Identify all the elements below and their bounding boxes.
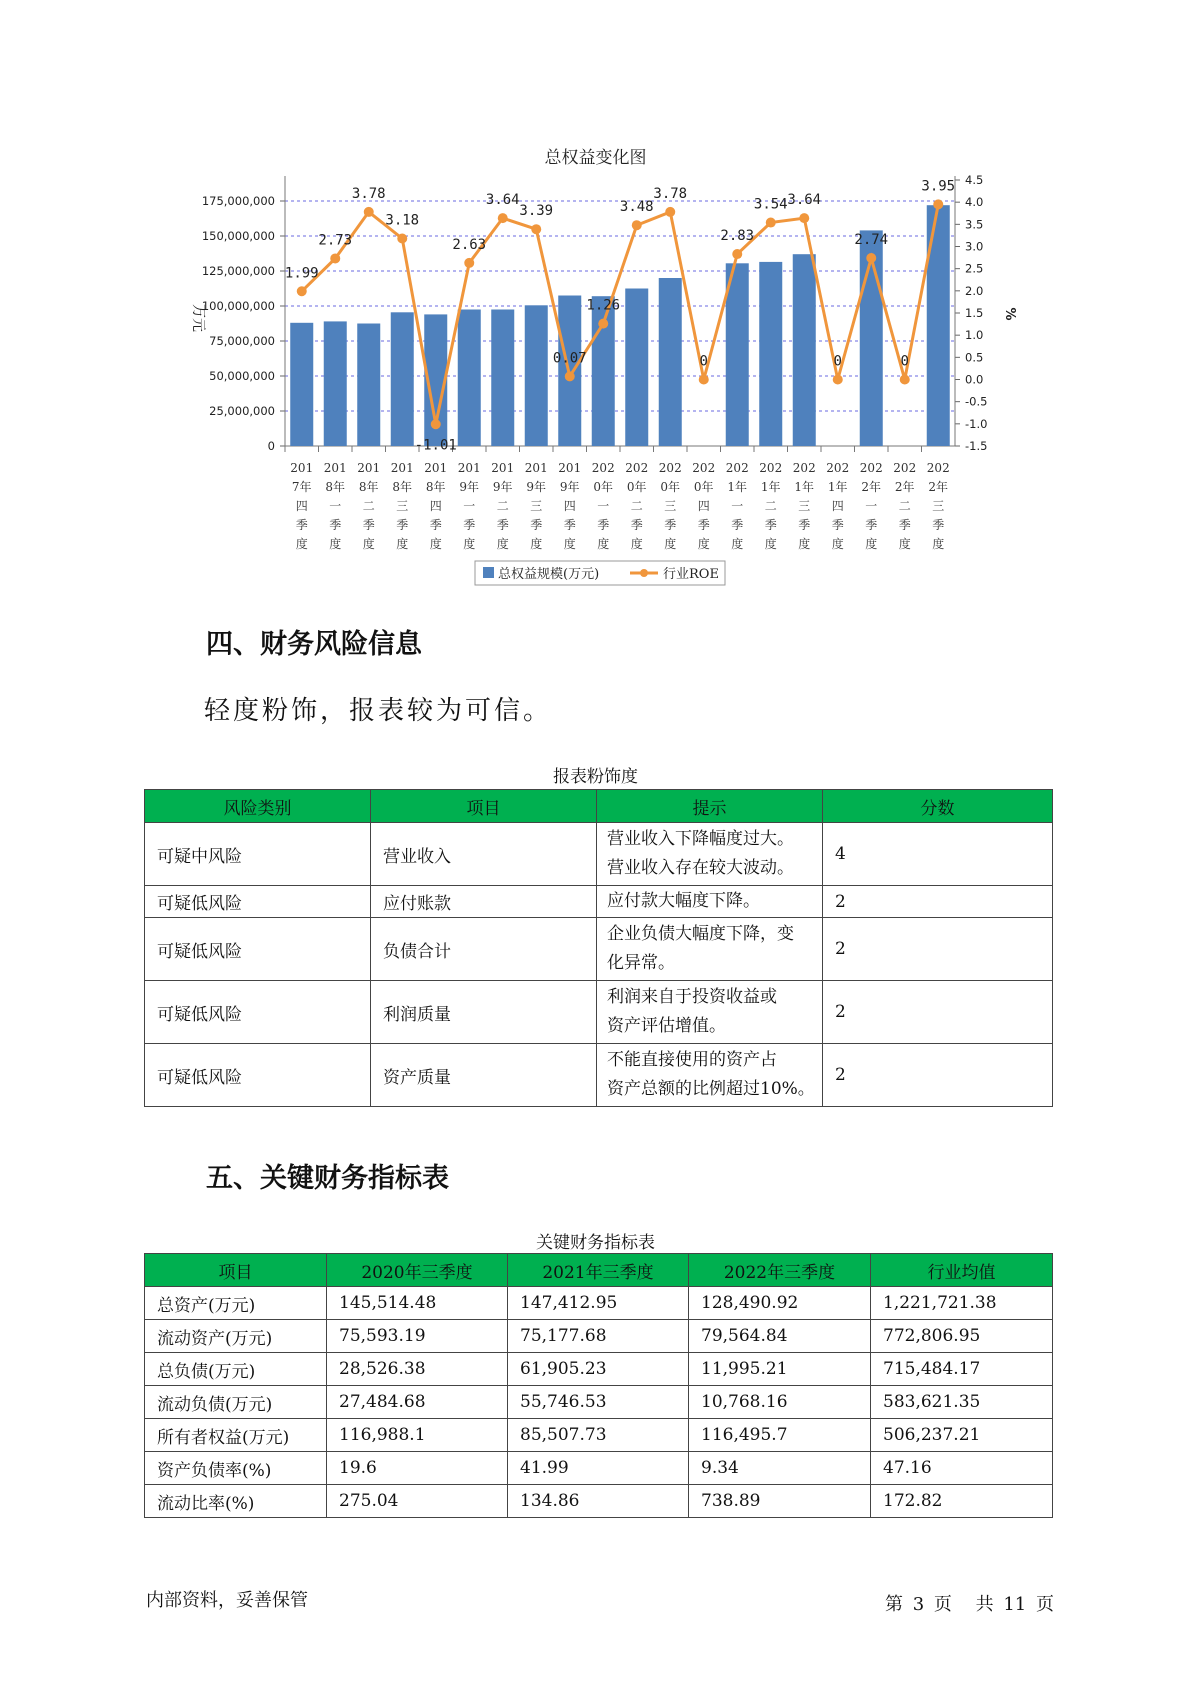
risk-hint-line: 资产总额的比例超过10%。 [607,1079,815,1099]
x-tick-label: 度 [362,537,375,551]
x-tick-label: 季 [932,518,945,532]
legend-bar-label: 总权益规模(万元) [498,567,600,582]
roe-point [565,371,575,381]
x-tick-label: 二 [764,499,777,513]
x-tick-label: 二 [898,499,911,513]
x-tick-label: 度 [664,537,677,551]
total-prefix: 共 [975,1594,994,1615]
roe-data-label: 3.18 [385,212,420,229]
y2-tick-label: 2.5 [965,261,984,276]
x-tick-label: 季 [764,518,777,532]
x-tick-label: 季 [463,518,476,532]
y2-tick-label: 1.0 [965,328,984,343]
x-tick-label: 季 [429,518,442,532]
equity-bar [759,262,782,446]
x-tick-label: 三 [530,499,543,513]
x-tick-label: 度 [329,537,342,551]
x-tick-label: 度 [697,537,710,551]
roe-data-label: 3.48 [619,199,654,216]
risk-table-row [145,981,1053,1044]
kpi-table [144,1253,1053,1518]
risk-table [144,789,1053,1107]
x-tick-label: 度 [496,537,509,551]
risk-hint-line: 化异常。 [607,953,675,973]
x-tick-label: 7年 [291,480,312,494]
x-tick-label: 季 [831,518,844,532]
risk-item-cell: 资产质量 [371,1044,597,1107]
x-tick-label: 季 [865,518,878,532]
x-tick-label: 2年 [894,480,915,494]
kpi-table-row [145,1386,1053,1419]
roe-point [665,207,675,217]
kpi-header-industry-avg: 行业均值 [871,1254,1053,1287]
equity-bar [290,323,313,446]
roe-point [732,249,742,259]
risk-category-cell: 可疑中风险 [145,823,371,886]
risk-header-hint: 提示 [597,790,823,823]
kpi-item-cell: 总负债(万元) [145,1353,327,1386]
x-tick-label: 三 [396,499,409,513]
x-tick-label: 二 [362,499,375,513]
x-tick-label: 1年 [827,480,848,494]
roe-point [933,199,943,209]
roe-data-label: 0 [699,353,708,370]
risk-table-caption: 报表粉饰度 [553,767,638,787]
y-tick-label: 175,000,000 [201,194,275,208]
risk-score-cell: 2 [823,981,1053,1044]
risk-item-cell: 负债合计 [371,918,597,981]
x-tick-label: 202 [893,461,917,475]
footer-confidential-note: 内部资料，妥善保管 [146,1590,308,1611]
kpi-industry-avg-cell: 506,237.21 [871,1419,1053,1452]
roe-point [297,286,307,296]
risk-hint-line: 不能直接使用的资产占 [607,1050,777,1070]
x-tick-label: 二 [630,499,643,513]
x-tick-label: 季 [295,518,308,532]
risk-table-row [145,1044,1053,1107]
x-tick-label: 一 [597,499,610,513]
x-tick-label: 季 [597,518,610,532]
risk-hint-line: 企业负债大幅度下降，变 [607,924,794,944]
x-tick-label: 季 [530,518,543,532]
kpi-2022q3-cell: 738.89 [689,1485,871,1518]
roe-data-label: 2.73 [318,232,353,249]
x-tick-label: 季 [396,518,409,532]
risk-hint-cell [597,823,823,886]
risk-category-cell: 可疑低风险 [145,886,371,918]
roe-data-label: 0 [900,353,909,370]
y-axis-label: 万元 [190,304,206,332]
y2-tick-label: 3.0 [965,239,984,254]
y2-tick-label: 1.5 [965,306,984,320]
kpi-2022q3-cell: 10,768.16 [689,1386,871,1419]
kpi-item-cell: 资产负债率(%) [145,1452,327,1485]
x-tick-label: 季 [329,518,342,532]
x-tick-label: 季 [496,518,509,532]
x-tick-label: 8年 [358,480,379,494]
x-tick-label: 季 [798,518,811,532]
risk-item-cell: 营业收入 [371,823,597,886]
roe-data-label: 3.64 [787,192,822,209]
x-tick-label: 2年 [928,480,949,494]
risk-table-row [145,886,1053,918]
equity-bar [525,305,548,446]
x-tick-label: 度 [597,537,610,551]
risk-hint-cell [597,981,823,1044]
risk-summary: 轻度粉饰，报表较为可信。 [204,696,553,726]
x-tick-label: 1年 [760,480,781,494]
roe-point [699,375,709,385]
y-tick-label: 0 [267,439,275,453]
risk-header-score: 分数 [823,790,1053,823]
roe-data-label: 0.07 [552,350,587,367]
x-tick-label: 度 [865,537,878,551]
roe-point [632,220,642,230]
kpi-table-row [145,1485,1053,1518]
roe-point [799,213,809,223]
x-tick-label: 度 [932,537,945,551]
kpi-item-cell: 流动资产(万元) [145,1320,327,1353]
kpi-header-2022q3: 2022年三季度 [689,1254,871,1287]
kpi-2020q3-cell: 19.6 [327,1452,508,1485]
x-tick-label: 8年 [425,480,446,494]
kpi-2020q3-cell: 116,988.1 [327,1419,508,1452]
x-tick-label: 度 [731,537,744,551]
kpi-item-cell: 总资产(万元) [145,1287,327,1320]
roe-data-label: 3.78 [653,185,688,202]
kpi-2022q3-cell: 128,490.92 [689,1287,871,1320]
kpi-industry-avg-cell: 772,806.95 [871,1320,1053,1353]
x-tick-label: 度 [831,537,844,551]
kpi-industry-avg-cell: 1,221,721.38 [871,1287,1053,1320]
kpi-table-header-row [145,1254,1053,1287]
kpi-2020q3-cell: 28,526.38 [327,1353,508,1386]
footer-page-info [881,1590,1054,1616]
x-tick-label: 季 [563,518,576,532]
x-tick-label: 四 [697,499,710,513]
total-unit: 页 [1036,1594,1054,1615]
kpi-industry-avg-cell: 715,484.17 [871,1353,1053,1386]
equity-bar [491,310,514,447]
x-tick-label: 季 [731,518,744,532]
risk-header-item: 项目 [371,790,597,823]
x-tick-label: 0年 [693,480,714,494]
y2-tick-label: -1.5 [965,439,988,453]
kpi-2020q3-cell: 75,593.19 [327,1320,508,1353]
x-tick-label: 度 [563,537,576,551]
roe-point [833,375,843,385]
kpi-table-row [145,1452,1053,1485]
equity-bar [625,289,648,447]
y2-tick-label: 0.5 [965,350,984,365]
total-pages: 11 [1003,1594,1027,1615]
kpi-2021q3-cell: 85,507.73 [508,1419,689,1452]
risk-item-cell: 利润质量 [371,981,597,1044]
roe-point [397,234,407,244]
x-tick-label: 0年 [593,480,614,494]
kpi-2021q3-cell: 147,412.95 [508,1287,689,1320]
y-tick-label: 50,000,000 [209,369,275,383]
x-tick-label: 9年 [492,480,513,494]
risk-score-cell: 2 [823,1044,1053,1107]
x-tick-label: 三 [664,499,677,513]
x-tick-label: 度 [396,537,409,551]
risk-score-cell: 2 [823,886,1053,918]
kpi-2022q3-cell: 79,564.84 [689,1320,871,1353]
x-tick-label: 四 [295,499,308,513]
risk-hint-line: 营业收入下降幅度过大。 [607,829,794,849]
risk-category-cell: 可疑低风险 [145,1044,371,1107]
roe-point [598,319,608,329]
chart-title: 总权益变化图 [544,148,647,168]
risk-score-cell: 4 [823,823,1053,886]
roe-data-label: 1.26 [586,297,621,314]
x-tick-label: 202 [625,461,649,475]
kpi-industry-avg-cell: 172.82 [871,1485,1053,1518]
y2-tick-label: 0.0 [965,372,984,387]
equity-bar [391,312,414,446]
risk-hint-line: 应付款大幅度下降。 [607,891,760,911]
risk-category-cell: 可疑低风险 [145,918,371,981]
equity-change-chart [0,0,1191,600]
x-tick-label: 201 [558,461,582,475]
equity-bar [659,278,682,446]
x-tick-label: 201 [524,461,548,475]
x-tick-label: 201 [457,461,481,475]
kpi-industry-avg-cell: 47.16 [871,1452,1053,1485]
roe-data-label: 2.83 [720,228,755,245]
risk-category-cell: 可疑低风险 [145,981,371,1044]
x-tick-label: 1年 [727,480,748,494]
y2-axis-label: % [1002,307,1017,321]
x-tick-label: 9年 [526,480,547,494]
x-tick-label: 四 [831,499,844,513]
x-tick-label: 四 [563,499,576,513]
legend-line-label: 行业ROE [663,567,719,582]
kpi-table-caption: 关键财务指标表 [536,1233,655,1253]
x-tick-label: 202 [591,461,615,475]
x-tick-label: 201 [357,461,381,475]
risk-score-cell: 2 [823,918,1053,981]
x-tick-label: 202 [759,461,783,475]
x-tick-label: 三 [932,499,945,513]
x-tick-label: 9年 [559,480,580,494]
x-tick-label: 度 [295,537,308,551]
kpi-header-2020q3: 2020年三季度 [327,1254,508,1287]
x-tick-label: 季 [630,518,643,532]
x-tick-label: 度 [429,537,442,551]
kpi-table-row [145,1419,1053,1452]
page-unit: 页 [933,1594,952,1615]
x-tick-label: 四 [429,499,442,513]
roe-data-label: 1.99 [284,265,319,282]
x-tick-label: 201 [390,461,414,475]
kpi-table-row [145,1353,1053,1386]
y-tick-label: 25,000,000 [209,404,275,418]
equity-bar [324,321,347,446]
roe-point [431,419,441,429]
legend-bar-swatch [483,567,494,578]
x-tick-label: 9年 [459,480,480,494]
x-tick-label: 202 [658,461,682,475]
roe-point [766,218,776,228]
x-tick-label: 度 [463,537,476,551]
x-tick-label: 0年 [660,480,681,494]
risk-hint-line: 营业收入存在较大波动。 [607,858,794,878]
kpi-2021q3-cell: 134.86 [508,1485,689,1518]
kpi-item-cell: 所有者权益(万元) [145,1419,327,1452]
x-tick-label: 202 [692,461,716,475]
equity-bar [793,254,816,446]
roe-data-label: 0 [833,353,842,370]
y2-tick-label: 2.0 [965,283,984,298]
roe-data-label: 3.64 [485,192,520,209]
roe-data-label: 3.54 [753,196,788,213]
x-tick-label: 201 [290,461,314,475]
x-tick-label: 202 [826,461,850,475]
kpi-2020q3-cell: 275.04 [327,1485,508,1518]
kpi-2022q3-cell: 9.34 [689,1452,871,1485]
kpi-2022q3-cell: 116,495.7 [689,1419,871,1452]
kpi-industry-avg-cell: 583,621.35 [871,1386,1053,1419]
risk-hint-cell [597,918,823,981]
x-tick-label: 1年 [794,480,815,494]
risk-header-category: 风险类别 [145,790,371,823]
y-tick-label: 150,000,000 [201,229,275,243]
x-tick-label: 度 [898,537,911,551]
kpi-item-cell: 流动比率(%) [145,1485,327,1518]
x-tick-label: 一 [329,499,342,513]
x-tick-label: 202 [859,461,883,475]
x-tick-label: 201 [323,461,347,475]
kpi-table-row [145,1287,1053,1320]
x-tick-label: 度 [530,537,543,551]
equity-bar [357,324,380,447]
x-tick-label: 0年 [626,480,647,494]
roe-data-label: 3.78 [351,185,386,202]
roe-data-label: 3.39 [519,203,554,220]
kpi-2021q3-cell: 41.99 [508,1452,689,1485]
risk-hint-line: 资产评估增值。 [607,1016,726,1036]
x-tick-label: 二 [496,499,509,513]
page-number: 3 [912,1594,925,1615]
section5-heading: 五、关键财务指标表 [206,1163,449,1194]
x-tick-label: 202 [926,461,950,475]
y2-tick-label: 4.5 [965,173,984,187]
x-tick-label: 度 [798,537,811,551]
x-tick-label: 一 [463,499,476,513]
x-tick-label: 三 [798,499,811,513]
risk-hint-cell [597,886,823,918]
page-prefix: 第 [884,1594,903,1615]
y-tick-label: 125,000,000 [201,264,275,278]
risk-hint-cell [597,1044,823,1107]
x-tick-label: 2年 [861,480,882,494]
roe-data-label: 2.74 [854,232,889,249]
roe-point [531,224,541,234]
kpi-header-2021q3: 2021年三季度 [508,1254,689,1287]
roe-data-label: -1.01 [414,437,457,454]
roe-data-label: 2.63 [452,236,487,253]
roe-data-label: 3.95 [921,178,956,195]
y-tick-label: 100,000,000 [201,299,275,313]
roe-point [330,253,340,263]
x-tick-label: 一 [731,499,744,513]
risk-table-row [145,918,1053,981]
roe-point [498,213,508,223]
kpi-2021q3-cell: 55,746.53 [508,1386,689,1419]
equity-bar [458,310,481,447]
x-tick-label: 201 [491,461,515,475]
kpi-2022q3-cell: 11,995.21 [689,1353,871,1386]
x-tick-label: 季 [664,518,677,532]
y2-tick-label: -1.0 [965,416,988,431]
risk-hint-line: 利润来自于投资收益或 [607,987,777,1007]
x-tick-label: 8年 [392,480,413,494]
x-tick-label: 度 [630,537,643,551]
legend-line-marker [640,569,648,577]
risk-table-row [145,823,1053,886]
kpi-header-item: 项目 [145,1254,327,1287]
kpi-2020q3-cell: 145,514.48 [327,1287,508,1320]
y-tick-label: 75,000,000 [209,334,275,348]
x-tick-label: 一 [865,499,878,513]
kpi-table-row [145,1320,1053,1353]
roe-point [900,375,910,385]
y2-tick-label: -0.5 [965,394,988,409]
section4-heading: 四、财务风险信息 [206,629,422,660]
roe-point [464,258,474,268]
roe-point [364,207,374,217]
kpi-item-cell: 流动负债(万元) [145,1386,327,1419]
y2-tick-label: 4.0 [965,195,984,210]
x-tick-label: 202 [792,461,816,475]
risk-item-cell: 应付账款 [371,886,597,918]
kpi-2021q3-cell: 61,905.23 [508,1353,689,1386]
x-tick-label: 季 [362,518,375,532]
x-tick-label: 季 [898,518,911,532]
equity-bar [726,263,749,446]
x-tick-label: 8年 [325,480,346,494]
y2-tick-label: 3.5 [965,217,984,232]
x-tick-label: 201 [424,461,448,475]
kpi-2020q3-cell: 27,484.68 [327,1386,508,1419]
roe-point [866,253,876,263]
x-tick-label: 季 [697,518,710,532]
x-tick-label: 202 [725,461,749,475]
kpi-2021q3-cell: 75,177.68 [508,1320,689,1353]
x-tick-label: 度 [764,537,777,551]
risk-table-header-row [145,790,1053,823]
